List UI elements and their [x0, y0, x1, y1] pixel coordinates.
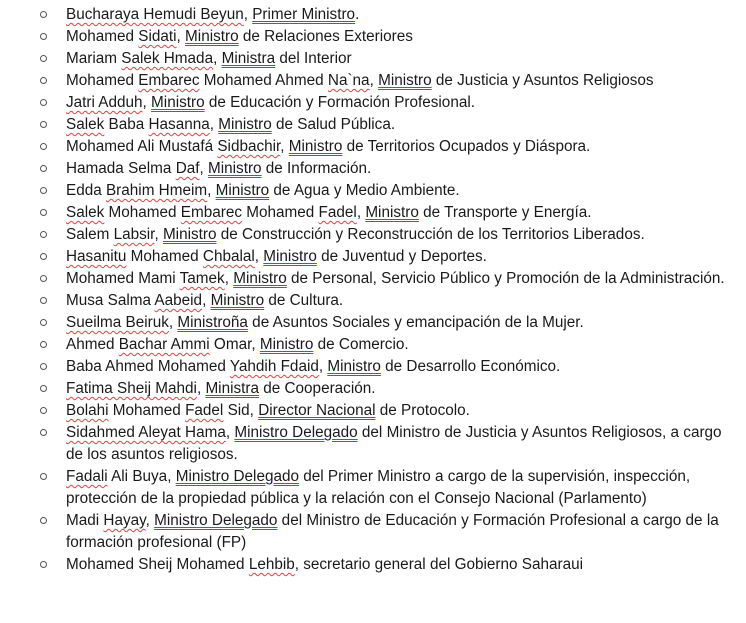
list-item-text: de Territorios Ocupados y Diáspora. — [342, 138, 591, 155]
grammar-flagged-phrase: Ministro — [365, 204, 419, 221]
list-item-text: , — [369, 72, 379, 89]
list-item-text: Mohamed Sheij Mohamed — [66, 556, 249, 573]
spellcheck-flagged-word: Sidahmed Aleyat Hama — [66, 424, 226, 441]
hollow-circle-bullet-icon — [40, 55, 47, 62]
spellcheck-flagged-word: Na`na — [327, 72, 370, 89]
grammar-flagged-phrase: Ministro — [162, 226, 217, 243]
spellcheck-flagged-word: Lehbib — [248, 556, 295, 573]
list-item-text: . — [355, 6, 360, 23]
list-item — [0, 180, 746, 202]
list-item-text: Madi — [66, 512, 104, 529]
spellcheck-flagged-word: Yahdih Fdaid — [229, 358, 319, 375]
list-item-text: , — [196, 380, 206, 397]
list-item-text: del Primer Ministro a cargo de la supervisión, inspección, protección de la propiedad pública y la relación con el Consejo Nacional (Parlamento) — [66, 468, 691, 507]
hollow-circle-bullet-icon — [40, 319, 47, 326]
spellcheck-flagged-word: Labsir — [113, 226, 155, 243]
list-item-text: , — [207, 182, 216, 199]
grammar-flagged-phrase: Ministro — [288, 138, 343, 155]
hollow-circle-bullet-icon — [40, 165, 47, 172]
list-item-text: de Justicia y Asuntos Religiosos — [431, 72, 654, 89]
hollow-circle-bullet-icon — [40, 143, 47, 150]
list-item-text: , — [356, 204, 366, 221]
grammar-flagged-phrase: Ministro — [263, 248, 317, 265]
spellcheck-flagged-word: Daf — [175, 160, 200, 177]
spellcheck-flagged-word: Salek — [66, 204, 105, 221]
list-item-text: de Información. — [261, 160, 372, 177]
spellcheck-flagged-word: Fatima Sheij Mahdi — [66, 380, 197, 397]
list-item-text: Salem — [66, 226, 114, 243]
list-item — [0, 422, 746, 466]
grammar-flagged-phrase: Ministro — [218, 116, 272, 133]
list-item-text: , — [202, 292, 211, 309]
hollow-circle-bullet-icon — [40, 341, 47, 348]
grammar-flagged-phrase: Ministra — [221, 50, 276, 67]
list-item-text: , — [142, 94, 152, 111]
grammar-flagged-phrase: Ministro Delegado — [234, 424, 358, 441]
list-item-text: Mohamed Mami — [66, 270, 180, 287]
list-item-text: , — [168, 314, 178, 331]
list-item-text: de Comercio. — [313, 336, 409, 353]
list-item — [0, 554, 746, 576]
hollow-circle-bullet-icon — [40, 429, 47, 436]
list-item-text: Mohamed — [126, 248, 203, 265]
hollow-circle-bullet-icon — [40, 275, 47, 282]
spellcheck-flagged-word: Jatri Adduh — [66, 94, 143, 111]
list-item-text: de Juventud y Deportes. — [316, 248, 487, 265]
list-item — [0, 290, 746, 312]
list-item-text: de Transporte y Energía. — [418, 204, 592, 221]
list-item — [0, 246, 746, 268]
list-item-text: , — [154, 226, 163, 243]
list-item-text: de Agua y Medio Ambiente. — [269, 182, 460, 199]
list-item-text: de Salud Pública. — [271, 116, 396, 133]
list-item-text: , — [318, 358, 328, 375]
spellcheck-flagged-word: Hasanitu — [66, 248, 127, 265]
list-item-text: , — [176, 28, 186, 45]
list-item — [0, 268, 746, 290]
list-item-text: de Cultura. — [264, 292, 344, 309]
list-item — [0, 312, 746, 334]
list-item-text: Sid, — [223, 402, 259, 419]
grammar-flagged-phrase: Ministro — [185, 28, 239, 45]
hollow-circle-bullet-icon — [40, 297, 47, 304]
grammar-flagged-phrase: Ministro — [215, 182, 270, 199]
grammar-flagged-phrase: Ministro — [210, 292, 265, 309]
spellcheck-flagged-word: Hayay — [103, 512, 146, 529]
grammar-flagged-phrase: Ministro — [151, 94, 205, 111]
spellcheck-flagged-word: Hasanna — [148, 116, 210, 133]
list-item-text: de Desarrollo Económico. — [380, 358, 561, 375]
list-item-text: , — [145, 512, 155, 529]
hollow-circle-bullet-icon — [40, 209, 47, 216]
list-item-text: Mohamed — [108, 402, 186, 419]
hollow-circle-bullet-icon — [40, 561, 47, 568]
spellcheck-flagged-word: Embarec — [138, 72, 200, 89]
list-item-text: Ahmed — [66, 336, 119, 353]
hollow-circle-bullet-icon — [40, 253, 47, 260]
list-item — [0, 356, 746, 378]
hollow-circle-bullet-icon — [40, 187, 47, 194]
list-item-text: Ali Buya, — [107, 468, 176, 485]
list-item — [0, 378, 746, 400]
hollow-circle-bullet-icon — [40, 33, 47, 40]
grammar-flagged-phrase: Ministro Delegado — [175, 468, 299, 485]
list-item-text: Mariam — [66, 50, 122, 67]
hollow-circle-bullet-icon — [40, 473, 47, 480]
list-item-text: , — [224, 270, 234, 287]
hollow-circle-bullet-icon — [40, 385, 47, 392]
grammar-flagged-phrase: Ministro Delegado — [154, 512, 278, 529]
list-item-text: Omar, — [209, 336, 260, 353]
list-item-text: , — [243, 6, 253, 23]
list-item-text: Mohamed — [104, 204, 181, 221]
list-item — [0, 510, 746, 554]
list-item-text: Mohamed Ahmed — [199, 72, 328, 89]
list-item-text: Mohamed Ali Mustafá — [66, 138, 218, 155]
spellcheck-flagged-word: Aabeid — [154, 292, 203, 309]
grammar-flagged-phrase: Ministro — [233, 270, 287, 287]
list-item-text: del Ministro de Justicia y Asuntos Religiosos, a cargo de los asuntos religiosos. — [66, 424, 722, 463]
list-item-text: Baba — [104, 116, 149, 133]
list-item-text: , — [225, 424, 235, 441]
grammar-flagged-phrase: Director Nacional — [258, 402, 376, 419]
list-item-text: de Cooperación. — [258, 380, 376, 397]
list-item-text: , — [254, 248, 264, 265]
list-item-text: del Interior — [275, 50, 352, 67]
list-item-text: de Educación y Formación Profesional. — [204, 94, 475, 111]
spellcheck-flagged-word: Fadali — [66, 468, 108, 485]
list-item-text: Mohamed — [66, 72, 139, 89]
list-item-text: de Personal, Servicio Público y Promoción de la Administración. — [286, 270, 725, 287]
list-item-text: Mohamed — [66, 28, 139, 45]
list-item-text: , secretario general del Gobierno Saharaui — [294, 556, 584, 573]
grammar-flagged-phrase: Primer Ministro — [252, 6, 356, 23]
hollow-circle-bullet-icon — [40, 517, 47, 524]
hollow-circle-bullet-icon — [40, 363, 47, 370]
list-item-text: del Ministro de Educación y Formación Profesional a cargo de la formación profesional (FP) — [66, 512, 719, 551]
spellcheck-flagged-word: Embarec — [180, 204, 243, 221]
list-item-text: de Protocolo. — [375, 402, 470, 419]
list-item — [0, 136, 746, 158]
spellcheck-flagged-word: Sueilma Beiruk — [66, 314, 169, 331]
list-item-text: , — [213, 50, 222, 67]
grammar-flagged-phrase: Ministro — [208, 160, 262, 177]
list-item — [0, 114, 746, 136]
list-item-text: Mohamed — [242, 204, 319, 221]
spellcheck-flagged-word: Chbalal — [202, 248, 255, 265]
list-item-text: Musa Salma — [66, 292, 155, 309]
hollow-circle-bullet-icon — [40, 77, 47, 84]
list-item — [0, 4, 746, 26]
list-item-text: de Asuntos Sociales y emancipación de la Mujer. — [247, 314, 584, 331]
list-item-text: , — [199, 160, 208, 177]
spellcheck-flagged-word: Salek Hmada — [121, 50, 214, 67]
list-item — [0, 70, 746, 92]
spellcheck-flagged-word: Bucharaya Hemudi Beyun — [66, 6, 244, 23]
list-item-text: Hamada Selma — [66, 160, 176, 177]
list-item — [0, 334, 746, 356]
list-item — [0, 26, 746, 48]
grammar-flagged-phrase: Ministro — [327, 358, 381, 375]
list-item — [0, 400, 746, 422]
list-item — [0, 48, 746, 70]
hollow-circle-bullet-icon — [40, 99, 47, 106]
list-item-text: de Construcción y Reconstrucción de los Territorios Liberados. — [216, 226, 645, 243]
list-item-text: Edda — [66, 182, 106, 199]
grammar-flagged-phrase: Ministro — [378, 72, 432, 89]
list-item — [0, 158, 746, 180]
list-item-text: , — [209, 116, 219, 133]
spellcheck-flagged-word: Brahim Hmeim — [105, 182, 208, 199]
hollow-circle-bullet-icon — [40, 11, 47, 18]
list-item — [0, 466, 746, 510]
spellcheck-flagged-word: Sidbachir — [217, 138, 281, 155]
hollow-circle-bullet-icon — [40, 121, 47, 128]
list-item — [0, 202, 746, 224]
list-item — [0, 224, 746, 246]
spellcheck-flagged-word: Salek — [66, 116, 105, 133]
list-item-text: Baba Ahmed Mohamed — [66, 358, 230, 375]
spellcheck-flagged-word: Fadel — [185, 402, 224, 419]
spellcheck-flagged-word: Sidati — [138, 28, 177, 45]
spellcheck-flagged-word: Bolahi — [66, 402, 109, 419]
list-item-text: de Relaciones Exteriores — [238, 28, 413, 45]
grammar-flagged-phrase: Ministro — [259, 336, 314, 353]
hollow-circle-bullet-icon — [40, 407, 47, 414]
hollow-circle-bullet-icon — [40, 231, 47, 238]
grammar-flagged-phrase: Ministra — [205, 380, 259, 397]
spellcheck-flagged-word: Fadel — [318, 204, 357, 221]
spellcheck-flagged-word: Tamek — [179, 270, 225, 287]
spellcheck-flagged-word: Bachar Ammi — [118, 336, 210, 353]
list-item-text: , — [280, 138, 289, 155]
grammar-flagged-phrase: Ministroña — [177, 314, 248, 331]
list-item — [0, 92, 746, 114]
